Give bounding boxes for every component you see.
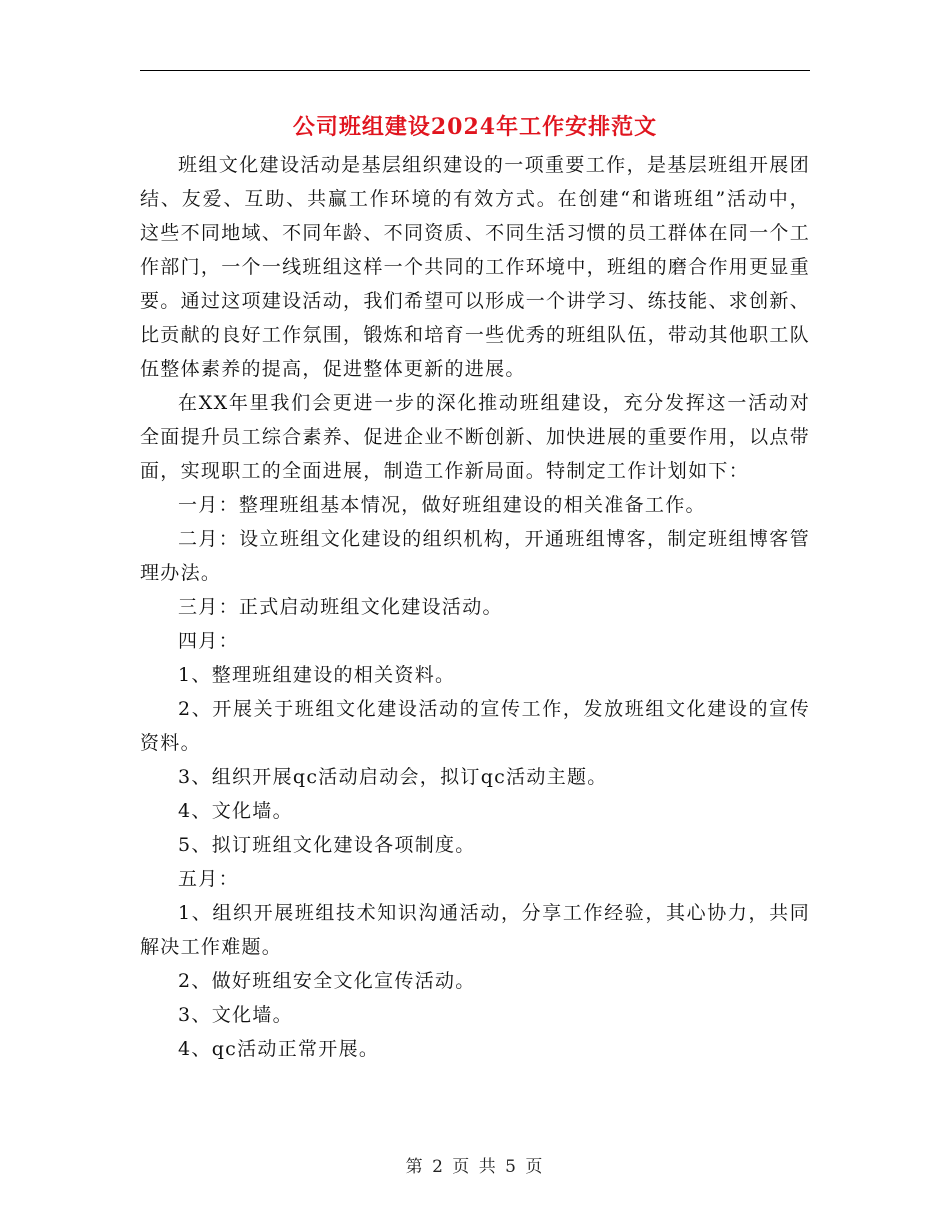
- document-body: [140, 148, 810, 1066]
- paragraph-intro: 班组文化建设活动是基层组织建设的一项重要工作，是基层班组开展团结、友爱、互助、共赢工作环境的有效方式。在创建“和谐班组”活动中，这些不同地域、不同年龄、不同资质、不同生活习惯的员工群体在同一个工作部门，一个一线班组这样一个共同的工作环境中，班组的磨合作用更显重要。通过这项建设活动，我们希望可以形成一个讲学习、练技能、求创新、比贡献的良好工作氛围，锻炼和培育一些优秀的班组队伍，带动其他职工队伍整体素养的提高，促进整体更新的进展。: [140, 154, 810, 380]
- paragraph-plan-intro: 在XX年里我们会更进一步的深化推动班组建设，充分发挥这一活动对全面提升员工综合素养、促进企业不断创新、加快进展的重要作用，以点带面，实现职工的全面进展，制造工作新局面。特制定工作计划如下：: [140, 392, 810, 482]
- paragraph-may-item-2: 2、做好班组安全文化宣传活动。: [178, 970, 476, 992]
- header-rule: [140, 70, 810, 71]
- paragraph-april-heading: 四月：: [178, 630, 239, 652]
- paragraph-march: 三月：正式启动班组文化建设活动。: [178, 596, 503, 618]
- paragraph-may-item-1: 1、组织开展班组技术知识沟通活动，分享工作经验，其心协力，共同解决工作难题。: [140, 902, 810, 958]
- page-number: 第 2 页 共 5 页: [405, 1157, 545, 1177]
- paragraph-january: 一月：整理班组基本情况，做好班组建设的相关准备工作。: [178, 494, 706, 516]
- paragraph-may-item-4: 4、qc活动正常开展。: [178, 1038, 380, 1060]
- document-title: 公司班组建设2024年工作安排范文: [292, 114, 658, 140]
- paragraph-april-item-3: 3、组织开展qc活动启动会，拟订qc活动主题。: [178, 766, 608, 788]
- paragraph-february: 二月：设立班组文化建设的组织机构，开通班组博客，制定班组博客管理办法。: [140, 528, 810, 584]
- paragraph-april-item-5: 5、拟订班组文化建设各项制度。: [178, 834, 476, 856]
- paragraph-april-item-2: 2、开展关于班组文化建设活动的宣传工作，发放班组文化建设的宣传资料。: [140, 698, 810, 754]
- paragraph-may-item-3: 3、文化墙。: [178, 1004, 293, 1026]
- paragraph-april-item-1: 1、整理班组建设的相关资料。: [178, 664, 456, 686]
- paragraph-may-heading: 五月：: [178, 868, 239, 890]
- paragraph-april-item-4: 4、文化墙。: [178, 800, 293, 822]
